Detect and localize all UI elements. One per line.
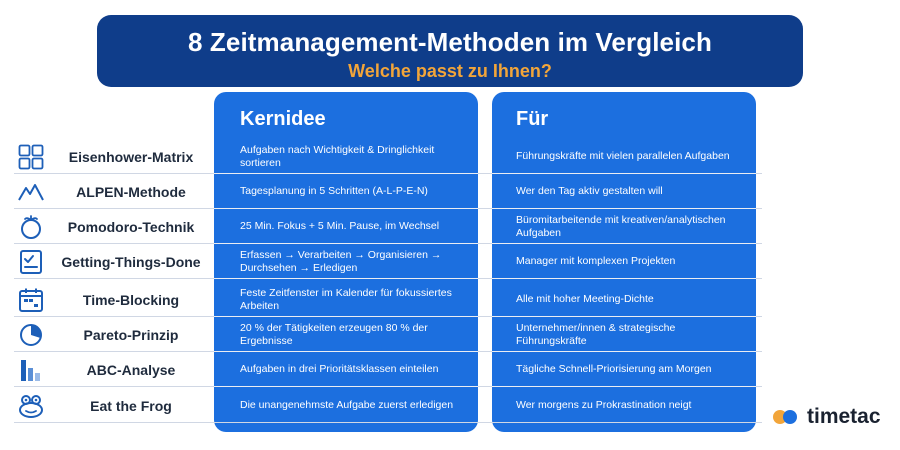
target-group-cell: Alle mit hoher Meeting-Dichte (516, 293, 654, 306)
checklist-icon (18, 249, 44, 275)
table-row (0, 317, 900, 352)
target-group-cell: Tägliche Schnell-Priorisierung am Morgen (516, 363, 712, 376)
core-idea-cell: 20 % der Tätigkeiten erzeugen 80 % der Ergebnisse (240, 322, 428, 347)
core-idea-cell: 25 Min. Fokus + 5 Min. Pause, im Wechsel (240, 220, 440, 233)
method-name: Eat the Frog (90, 397, 172, 414)
logo-mark-blue (783, 410, 797, 424)
table-row (0, 209, 900, 244)
table-row (0, 139, 900, 174)
title-banner (97, 15, 803, 87)
method-name: Pareto-Prinzip (83, 326, 179, 343)
method-name: Time-Blocking (82, 291, 180, 308)
frog-icon (18, 393, 44, 419)
table-row (0, 282, 900, 317)
target-group-cell: Wer den Tag aktiv gestalten will (516, 185, 663, 198)
calendar-icon (18, 287, 44, 313)
core-idea-cell: Aufgaben in drei Prioritätsklassen einteilen (240, 363, 439, 376)
page-title: 8 Zeitmanagement-Methoden im Vergleich (188, 27, 712, 57)
pie-chart-icon (18, 322, 44, 348)
target-group-header: Für (516, 108, 549, 130)
target-group-cell: Führungskräfte mit vielen parallelen Aufgaben (516, 150, 730, 163)
method-name: ABC-Analyse (86, 361, 176, 378)
method-name: Pomodoro-Technik (67, 218, 195, 235)
method-name: Eisenhower-Matrix (68, 148, 194, 165)
method-name: Getting-Things-Done (61, 253, 201, 270)
target-group-cell: Manager mit komplexen Projekten (516, 255, 676, 268)
target-group-cell: Unternehmer/innen & strategische Führungskräfte (516, 322, 676, 347)
target-group-cell: Büromitarbeitende mit kreativen/analytischen Aufgaben (516, 214, 726, 239)
core-idea-cell: Die unangenehmste Aufgabe zuerst erledigen (240, 399, 454, 412)
table-row (0, 352, 900, 387)
core-idea-cell: Feste Zeitfenster im Kalender für fokussiertes Arbeiten (240, 287, 452, 312)
table-row (0, 388, 900, 423)
core-idea-cell: Erfassen → Verarbeiten → Organisieren → Durchsehen → Erledigen (240, 249, 442, 274)
target-group-cell: Wer morgens zu Prokrastination neigt (516, 399, 692, 412)
page-subtitle: Welche passt zu Ihnen? (348, 61, 552, 81)
core-idea-header: Kernidee (240, 108, 326, 130)
tomato-icon (18, 214, 44, 240)
table-row (0, 244, 900, 279)
core-idea-cell: Aufgaben nach Wichtigkeit & Dringlichkeit sortieren (240, 144, 435, 169)
brand-name: timetac (807, 405, 881, 428)
mountain-icon (18, 179, 44, 205)
bar-chart-icon (18, 357, 44, 383)
brand-logo (773, 405, 881, 429)
core-idea-cell: Tagesplanung in 5 Schritten (A-L-P-E-N) (240, 185, 428, 198)
grid-icon (18, 144, 44, 170)
table-row (0, 174, 900, 209)
method-name: ALPEN-Methode (76, 183, 186, 200)
